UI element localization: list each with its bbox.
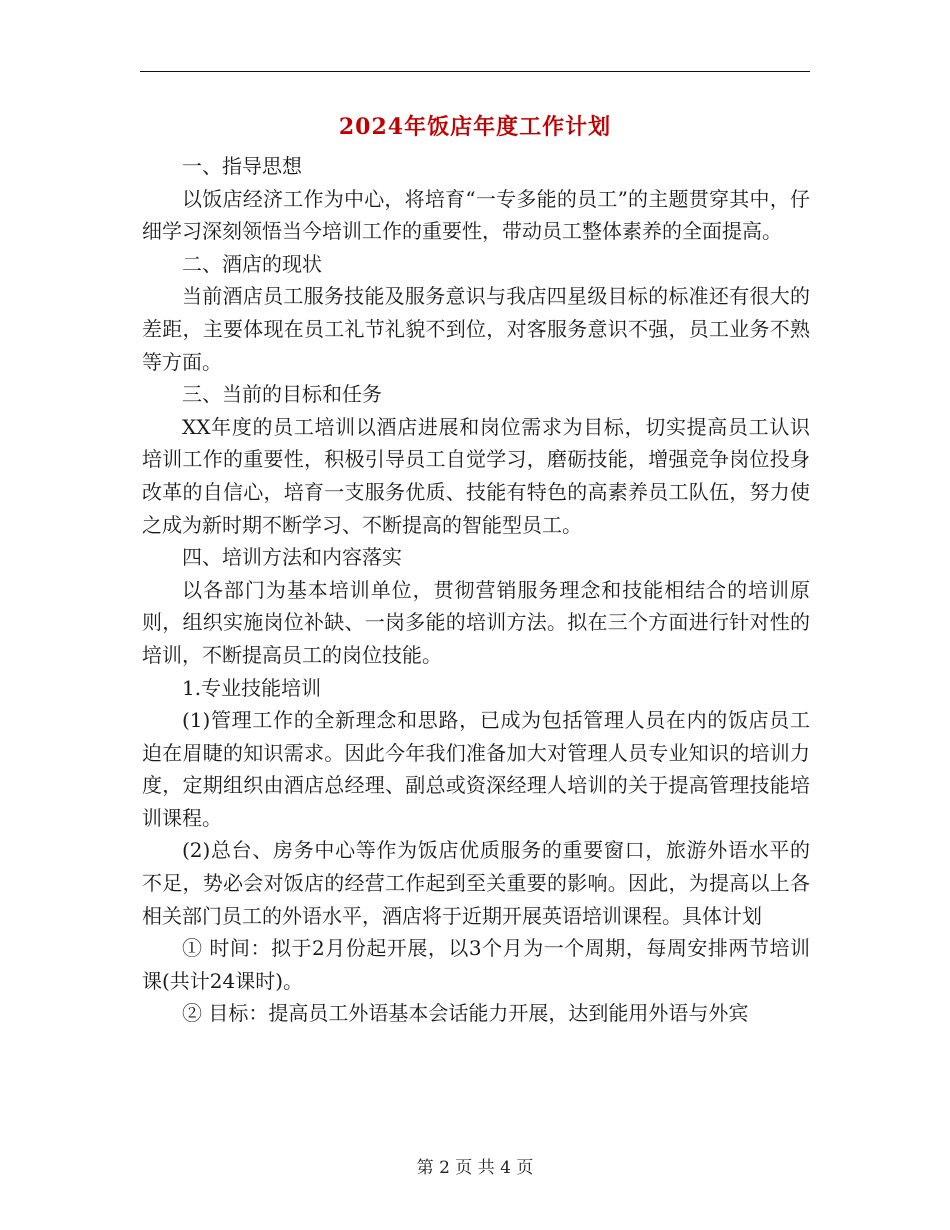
- heading-guiding-ideology: 一、指导思想: [182, 154, 302, 178]
- page-number: 第 2 页 共 4 页: [416, 1158, 534, 1178]
- list-item: ① 时间：拟于2月份起开展，以3个月为一个周期，每周安排两节培训课(共计24课时)。: [142, 936, 810, 993]
- heading-goals-tasks: 三、当前的目标和任务: [182, 382, 382, 407]
- heading-training-methods: 四、培训方法和内容落实: [182, 545, 402, 570]
- list-item: ② 目标：提高员工外语基本会话能力开展，达到能用外语与外宾: [182, 1001, 749, 1026]
- document-title: 2024年饭店年度工作计划: [338, 114, 612, 140]
- paragraph: (2)总台、房务中心等作为饭店优质服务的重要窗口，旅游外语水平的不足，势必会对饭店的经营工作起到至关重要的影响。因此，为提高以上各相关部门员工的外语水平，酒店将于近期开展英语培训课程。具体计划: [142, 838, 810, 928]
- paragraph: XX年度的员工培训以酒店进展和岗位需求为目标，切实提高员工认识培训工作的重要性，积极引导员工自觉学习，磨砺技能，增强竞争岗位投身改革的自信心，培育一支服务优质、技能有特色的高素养员工队伍，努力使之成为新时期不断学习、不断提高的智能型员工。: [142, 414, 810, 537]
- heading-hotel-status: 二、酒店的现状: [182, 251, 322, 276]
- document-body: [142, 150, 810, 1030]
- paragraph: 以各部门为基本培训单位，贯彻营销服务理念和技能相结合的培训原则，组织实施岗位补缺、一岗多能的培训方法。拟在三个方面进行针对性的培训，不断提高员工的岗位技能。: [142, 577, 810, 667]
- header-rule: [140, 71, 810, 72]
- paragraph: 当前酒店员工服务技能及服务意识与我店四星级目标的标准还有很大的差距，主要体现在员工礼节礼貌不到位，对客服务意识不强，员工业务不熟等方面。: [142, 284, 810, 374]
- paragraph: 以饭店经济工作为中心，将培育“一专多能的员工”的主题贯穿其中，仔细学习深刻领悟当今培训工作的重要性，带动员工整体素养的全面提高。: [142, 186, 810, 244]
- paragraph: (1)管理工作的全新理念和思路，已成为包括管理人员在内的饭店员工迫在眉睫的知识需求。因此今年我们准备加大对管理人员专业知识的培训力度，定期组织由酒店总经理、副总或资深经理人培训的关于提高管理技能培训课程。: [142, 708, 810, 830]
- subheading-skills-training: 1.专业技能培训: [182, 675, 322, 700]
